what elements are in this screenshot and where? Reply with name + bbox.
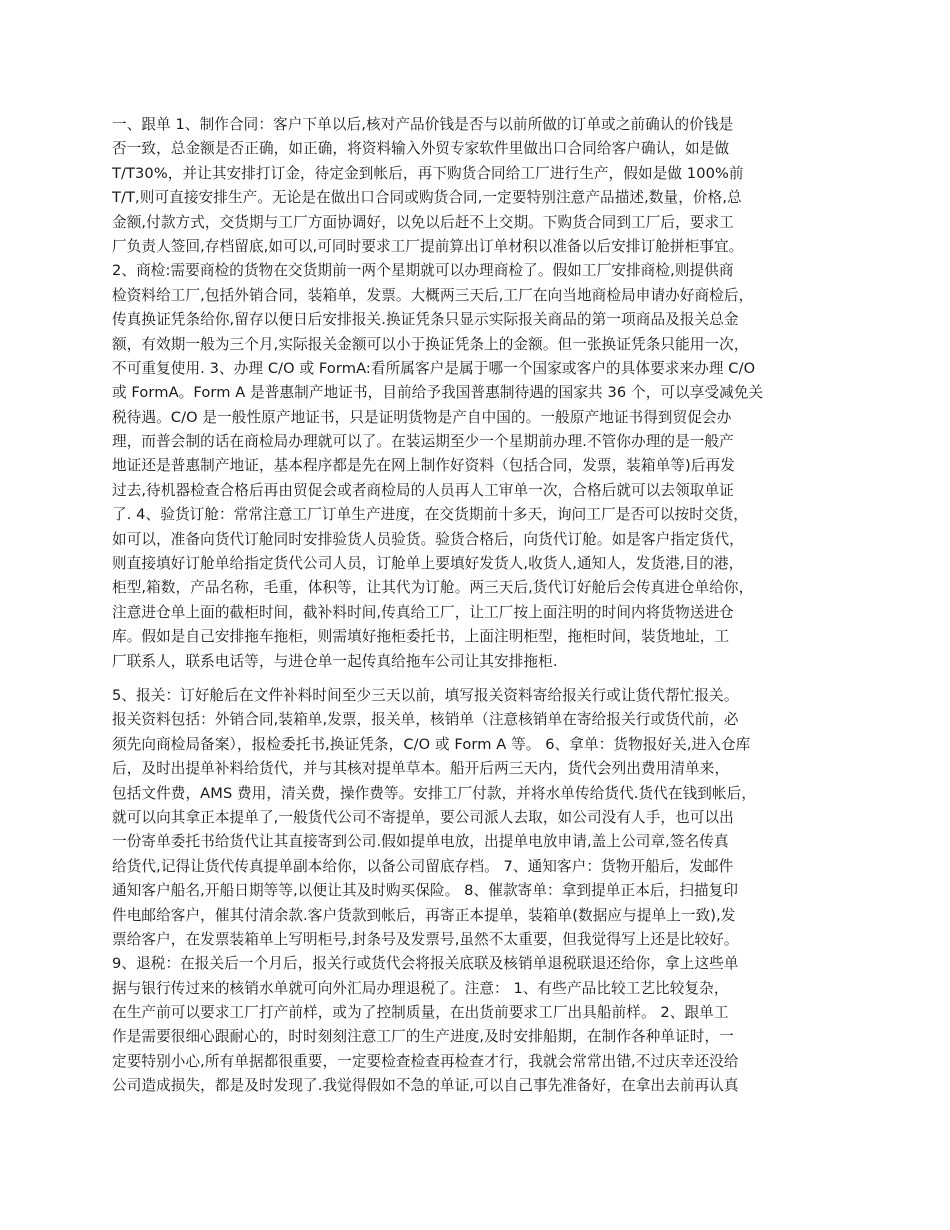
- text-line: 5、报关：订好舱后在文件补料时间至少三天以前，填写报关资料寄给报关行或让货代帮忙报关。: [112, 687, 739, 704]
- text-line: 就可以向其拿正本提单了,一般货代公司不寄提单，要公司派人去取，如公司没有人手，也可以出: [112, 808, 734, 826]
- text-line: 票给客户，在发票装箱单上写明柜号,封条号及发票号,虽然不太重要，但我觉得写上还是比较好。: [112, 930, 739, 948]
- text-line: 报关资料包括：外销合同,装箱单,发票，报关单，核销单（注意核销单在寄给报关行或货代前，必: [112, 711, 739, 729]
- text-line: 库。假如是自己安排拖车拖柜，则需填好拖柜委托书，上面注明柜型，拖柜时间，装货地址，工: [112, 628, 730, 646]
- text-line: 包括文件费，AMS 费用，清关费，操作费等。安排工厂付款，并将水单传给货代.货代在钱到帐后，: [112, 784, 757, 802]
- text-line: 了. 4、验货订舱：常常注意工厂订单生产进度，在交货期前十多天，询问工厂是否可以按时交货，: [112, 506, 749, 524]
- text-line: 给货代,记得让货代传真提单副本给你，以备公司留底存档。 7、通知客户：货物开船后，发邮件: [112, 857, 734, 875]
- text-line: 过去,待机器检查合格后再由贸促会或者商检局的人员再人工审单一次，合格后就可以去领取单证: [112, 481, 734, 499]
- text-line: 传真换证凭条给你,留存以便日后安排报关.换证凭条只显示实际报关商品的第一项商品及报关总金: [112, 311, 739, 329]
- text-line: 厂负责人签回,存档留底,如可以,可同时要求工厂提前算出订单材积以准备以后安排订舱拼柜事宜。: [112, 237, 744, 255]
- text-line: 金额,付款方式，交货期与工厂方面协调好，以免以后赶不上交期。下购货合同到工厂后，要求工: [112, 213, 734, 231]
- text-line: 则直接填好订舱单给指定货代公司人员，订舱单上要填好发货人,收货人,通知人，发货港,目的港，: [112, 555, 744, 573]
- paragraph-1: [112, 113, 844, 674]
- text-line: 如可以，准备向货代订舱同时安排验货人员验货。验货合格后，向货代订舱。如是客户指定货代，: [112, 530, 744, 548]
- text-line: 检资料给工厂,包括外销合同，装箱单，发票。大概两三天后,工厂在向当地商检局申请办好商检后，: [112, 286, 754, 304]
- text-line: 柜型,箱数，产品名称，毛重，体积等，让其代为订舱。两三天后,货代订好舱后会传真进仓单给你，: [112, 579, 754, 597]
- paragraph-2: [112, 684, 844, 1099]
- text-line: 一份寄单委托书给货代让其直接寄到公司.假如提单电放，出提单电放申请,盖上公司章,签名传真: [112, 833, 729, 851]
- text-line: 在生产前可以要求工厂打产前样，或为了控制质量，在出货前要求工厂出具船前样。 2、跟单工: [112, 1004, 729, 1022]
- text-line: 件电邮给客户，催其付清余款.客户货款到帐后，再寄正本提单，装箱单(数据应与提单上一致),发: [112, 906, 736, 924]
- text-line: 注意进仓单上面的截柜时间，截补料时间,传真给工厂，让工厂按上面注明的时间内将货物送进仓: [112, 603, 734, 621]
- text-line: 公司造成损失，都是及时发现了.我觉得假如不急的单证,可以自己事先准备好，在拿出去前再认真: [112, 1077, 739, 1095]
- text-line: 不可重复使用. 3、办理 C/O 或 FormA:看所属客户是属于哪一个国家或客户的具体要求来办理 C/O: [112, 359, 756, 377]
- text-line: 2、商检:需要商检的货物在交货期前一两个星期就可以办理商检了。假如工厂安排商检,则提供商: [112, 262, 734, 280]
- text-line: 或 FormA。Form A 是普惠制产地证书，目前给予我国普惠制待遇的国家共 36 个，可以享受减免关: [112, 384, 764, 402]
- text-line: T/T30%，并让其安排打订金，待定金到帐后，再下购货合同给工厂进行生产，假如是做 100%前: [112, 164, 744, 182]
- text-line: 厂联系人，联系电话等，与进仓单一起传真给拖车公司让其安排拖柜.: [112, 652, 558, 670]
- text-line: 定要特别小心,所有单据都很重要，一定要检查检查再检查才行，我就会常常出错,不过庆幸还没给: [112, 1052, 739, 1070]
- text-line: 后，及时出提单补料给货代，并与其核对提单草本。船开后两三天内，货代会列出费用清单来，: [112, 760, 730, 778]
- text-line: 否一致，总金额是否正确，如正确，将资料输入外贸专家软件里做出口合同给客户确认，如是做: [112, 140, 730, 158]
- text-line: 额，有效期一般为三个月,实际报关金额可以小于换证凭条上的金额。但一张换证凭条只能用一次，: [112, 335, 749, 353]
- text-line: 作是需要很细心跟耐心的，时时刻刻注意工厂的生产进度,及时安排船期，在制作各种单证时，一: [112, 1028, 734, 1046]
- text-line: 一、跟单 1、制作合同：客户下单以后,核对产品价钱是否与以前所做的订单或之前确认的价钱是: [112, 116, 734, 133]
- text-line: 须先向商检局备案），报检委托书,换证凭条，C/O 或 Form A 等。 6、拿单：货物报好关,进入仓库: [112, 735, 751, 753]
- text-line: 地证还是普惠制产地证，基本程序都是先在网上制作好资料（包括合同，发票，装箱单等)后再发: [112, 457, 735, 475]
- text-line: 通知客户船名,开船日期等等,以便让其及时购买保险。 8、催款寄单：拿到提单正本后，扫描复印: [112, 882, 739, 900]
- text-line: 税待遇。C/O 是一般性原产地证书，只是证明货物是产自中国的。一般原产地证书得到贸促会办: [112, 408, 732, 426]
- text-line: 9、退税：在报关后一个月后，报关行或货代会将报关底联及核销单退税联退还给你，拿上这些单: [112, 955, 739, 973]
- text-line: 据与银行传过来的核销水单就可向外汇局办理退税了。注意： 1、有些产品比较工艺比较复杂，: [112, 979, 729, 997]
- text-line: T/T,则可直接安排生产。无论是在做出口合同或购货合同,一定要特别注意产品描述,数量，价格,总: [112, 189, 742, 207]
- text-line: 理，而普会制的话在商检局办理就可以了。在装运期至少一个星期前办理.不管你办理的是一般产: [112, 433, 734, 451]
